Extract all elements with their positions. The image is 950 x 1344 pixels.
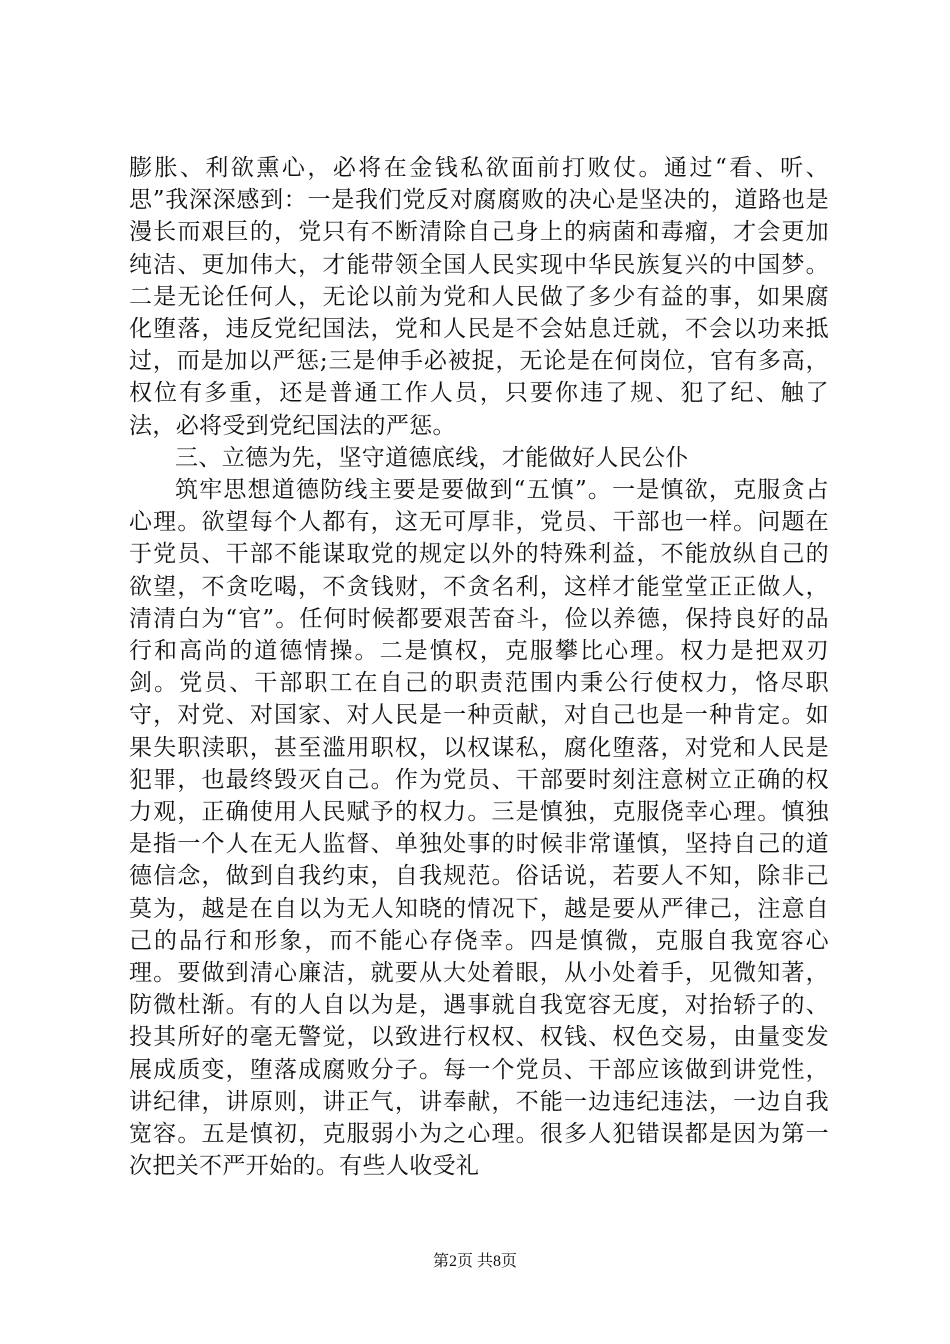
page-number: 第2页 共8页 (432, 1253, 517, 1270)
section-heading: 三、立德为先，坚守道德底线，才能做好人民公仆 (175, 444, 689, 471)
paragraph: 筑牢思想道德防线主要是要做到“五慎”。一是慎欲，克服贪占心理。欲望每个人都有，这无可厚非，党员、干部也一样。问题在于党员、干部不能谋取党的规定以外的特殊利益，不能放纵自己的欲望，不贪吃喝，不贪钱财，不贪名利，这样才能堂堂正正做人，清清白为“官”。任何时候都要艰苦奋斗，俭以养德，保持良好的品行和高尚的道德情操。二是慎权，克服攀比心理。权力是把双刃剑。党员、干部职工在自己的职责范围内秉公行使权力，恪尽职守，对党、对国家、对人民是一种贡献，对自己也是一种肯定。如果失职渎职，甚至滥用职权，以权谋私，腐化堕落，对党和人民是犯罪，也最终毁灭自己。作为党员、干部要时刻注意树立正确的权力观，正确使用人民赋予的权力。三是慎独，克服侥幸心理。慎独是指一个人在无人监督、单独处事的时候非常谨慎，坚持自己的道德信念，做到自我约束，自我规范。俗话说，若要人不知，除非己莫为，越是在自以为无人知晓的情况下，越是要从严律己，注意自己的品行和形象，而不能心存侥幸。四是慎微，克服自我宽容心理。要做到清心廉洁，就要从大处着眼，从小处着手，见微知著，防微杜渐。有的人自以为是，遇事就自我宽容无度，对抬轿子的、投其所好的毫无警觉，以致进行权权、权钱、权色交易，由量变发展成质变，堕落成腐败分子。每一个党员、干部应该做到讲党性，讲纪律，讲原则，讲正气，讲奉献，不能一边违纪违法，一边自我宽容。五是慎初，克服弱小为之心理。很多人犯错误都是因为第一次把关不严开始的。有些人收受礼 (129, 477, 829, 1180)
paragraph-continuation: 膨胀、利欲熏心，必将在金钱私欲面前打败仗。通过“看、听、思”我深深感到：一是我们党反对腐腐败的决心是坚决的，道路也是漫长而艰巨的，党只有不断清除自己身上的病菌和毒瘤，才会更加纯洁、更加伟大，才能带领全国人民实现中华民族复兴的中国梦。二是无论任何人，无论以前为党和人民做了多少有益的事，如果腐化堕落，违反党纪国法，党和人民是不会姑息迁就，不会以功来抵过，而是加以严惩;三是伸手必被捉，无论是在何岗位，官有多高，权位有多重，还是普通工作人员，只要你违了规、犯了纪、触了法，必将受到党纪国法的严惩。 (129, 155, 829, 439)
document-body (129, 152, 829, 1183)
